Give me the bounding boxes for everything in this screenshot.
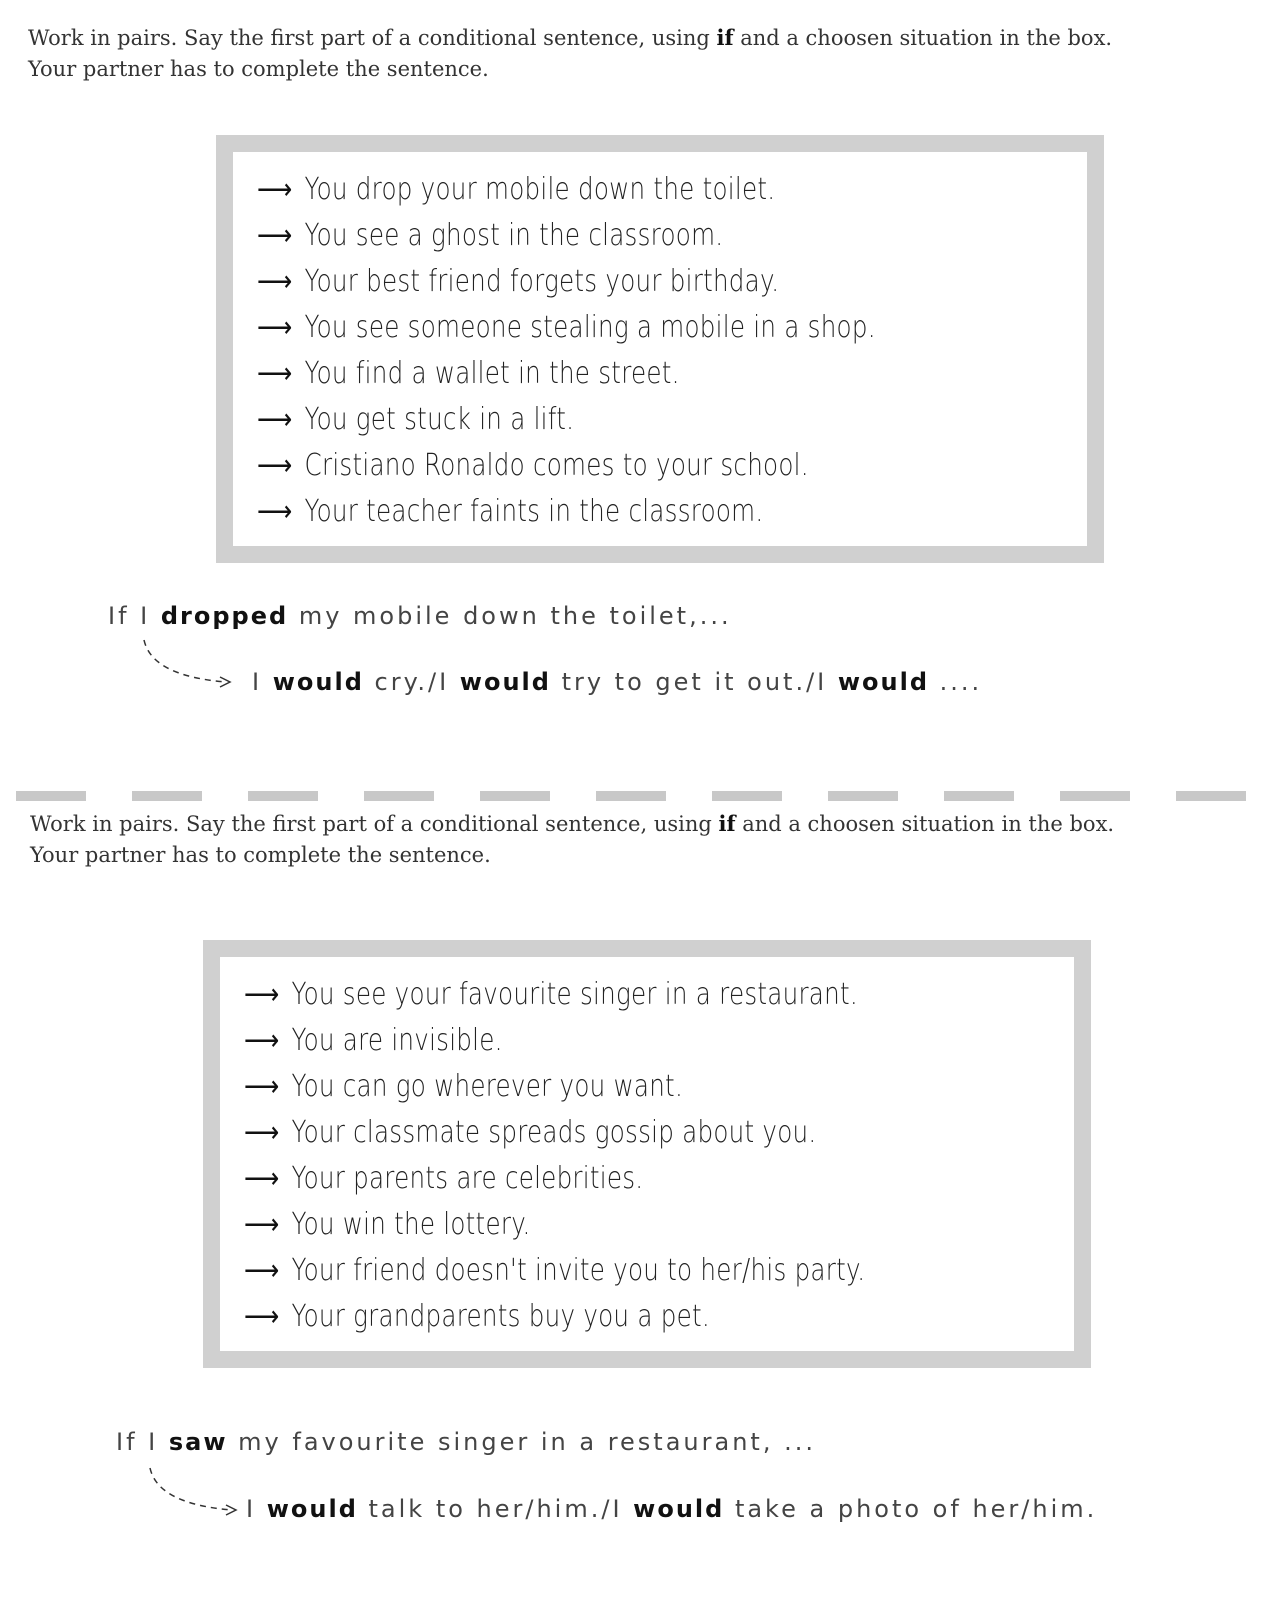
arrow-right-icon: ⟶ <box>244 1022 280 1058</box>
situations-list <box>233 152 1087 534</box>
arrow-right-icon: ⟶ <box>244 1068 280 1104</box>
worksheet-section-2 <box>0 800 1280 1600</box>
situation-item: ⟶ You see a ghost in the classroom. <box>257 217 724 253</box>
arrow-right-icon: ⟶ <box>257 309 293 345</box>
situation-item: ⟶ You find a wallet in the street. <box>257 355 680 391</box>
situations-list <box>220 957 1074 1339</box>
situation-item: ⟶ Your grandparents buy you a pet. <box>244 1298 710 1334</box>
instructions-line-2: Your partner has to complete the sentence. <box>30 843 491 867</box>
example-if-clause: If I dropped my mobile down the toilet,... <box>108 602 732 630</box>
arrow-right-icon: ⟶ <box>257 263 293 299</box>
instructions-line-2: Your partner has to complete the sentence. <box>28 57 489 81</box>
situation-item: ⟶ Your teacher faints in the classroom. <box>257 493 764 529</box>
situation-item: ⟶ Cristiano Ronaldo comes to your school. <box>257 447 809 483</box>
arrow-right-icon: ⟶ <box>244 1252 280 1288</box>
situation-item: ⟶ Your classmate spreads gossip about you. <box>244 1114 817 1150</box>
arrow-right-icon: ⟶ <box>257 355 293 391</box>
arrow-right-icon: ⟶ <box>244 1298 280 1334</box>
instructions <box>28 22 1208 85</box>
arrow-right-icon: ⟶ <box>257 447 293 483</box>
situation-item: ⟶ You can go wherever you want. <box>244 1068 684 1104</box>
arrow-right-icon: ⟶ <box>257 401 293 437</box>
situation-item: ⟶ You drop your mobile down the toilet. <box>257 171 776 207</box>
instructions <box>30 808 1210 871</box>
situation-item: ⟶ Your parents are celebrities. <box>244 1160 644 1196</box>
situation-item: ⟶ You get stuck in a lift. <box>257 401 575 437</box>
arrow-right-icon: ⟶ <box>257 171 293 207</box>
dashed-curved-arrow-icon <box>138 636 248 692</box>
worksheet-section-1 <box>0 0 1280 790</box>
situation-item: ⟶ You win the lottery. <box>244 1206 531 1242</box>
situations-box <box>216 135 1104 563</box>
arrow-right-icon: ⟶ <box>257 217 293 253</box>
situation-item: ⟶ Your best friend forgets your birthday. <box>257 263 780 299</box>
arrow-right-icon: ⟶ <box>244 1114 280 1150</box>
situation-item: ⟶ You see someone stealing a mobile in a shop. <box>257 309 876 345</box>
dashed-curved-arrow-icon <box>144 1464 254 1520</box>
arrow-right-icon: ⟶ <box>244 1160 280 1196</box>
example-response: I would talk to her/him./I would take a photo of her/him. <box>246 1495 1098 1523</box>
example-if-clause: If I saw my favourite singer in a restaurant, ... <box>116 1428 816 1456</box>
situation-item: ⟶ Your friend doesn't invite you to her/his party. <box>244 1252 866 1288</box>
arrow-right-icon: ⟶ <box>257 493 293 529</box>
situation-item: ⟶ You are invisible. <box>244 1022 503 1058</box>
example-response: I would cry./I would try to get it out./I would .... <box>252 668 983 696</box>
situation-item: ⟶ You see your favourite singer in a restaurant. <box>244 976 858 1012</box>
arrow-right-icon: ⟶ <box>244 1206 280 1242</box>
situations-box <box>203 940 1091 1368</box>
instructions-line-1: Work in pairs. Say the first part of a conditional sentence, using if and a choosen situation in the box. <box>30 811 1115 836</box>
instructions-line-1: Work in pairs. Say the first part of a conditional sentence, using if and a choosen situation in the box. <box>28 25 1113 50</box>
arrow-right-icon: ⟶ <box>244 976 280 1012</box>
